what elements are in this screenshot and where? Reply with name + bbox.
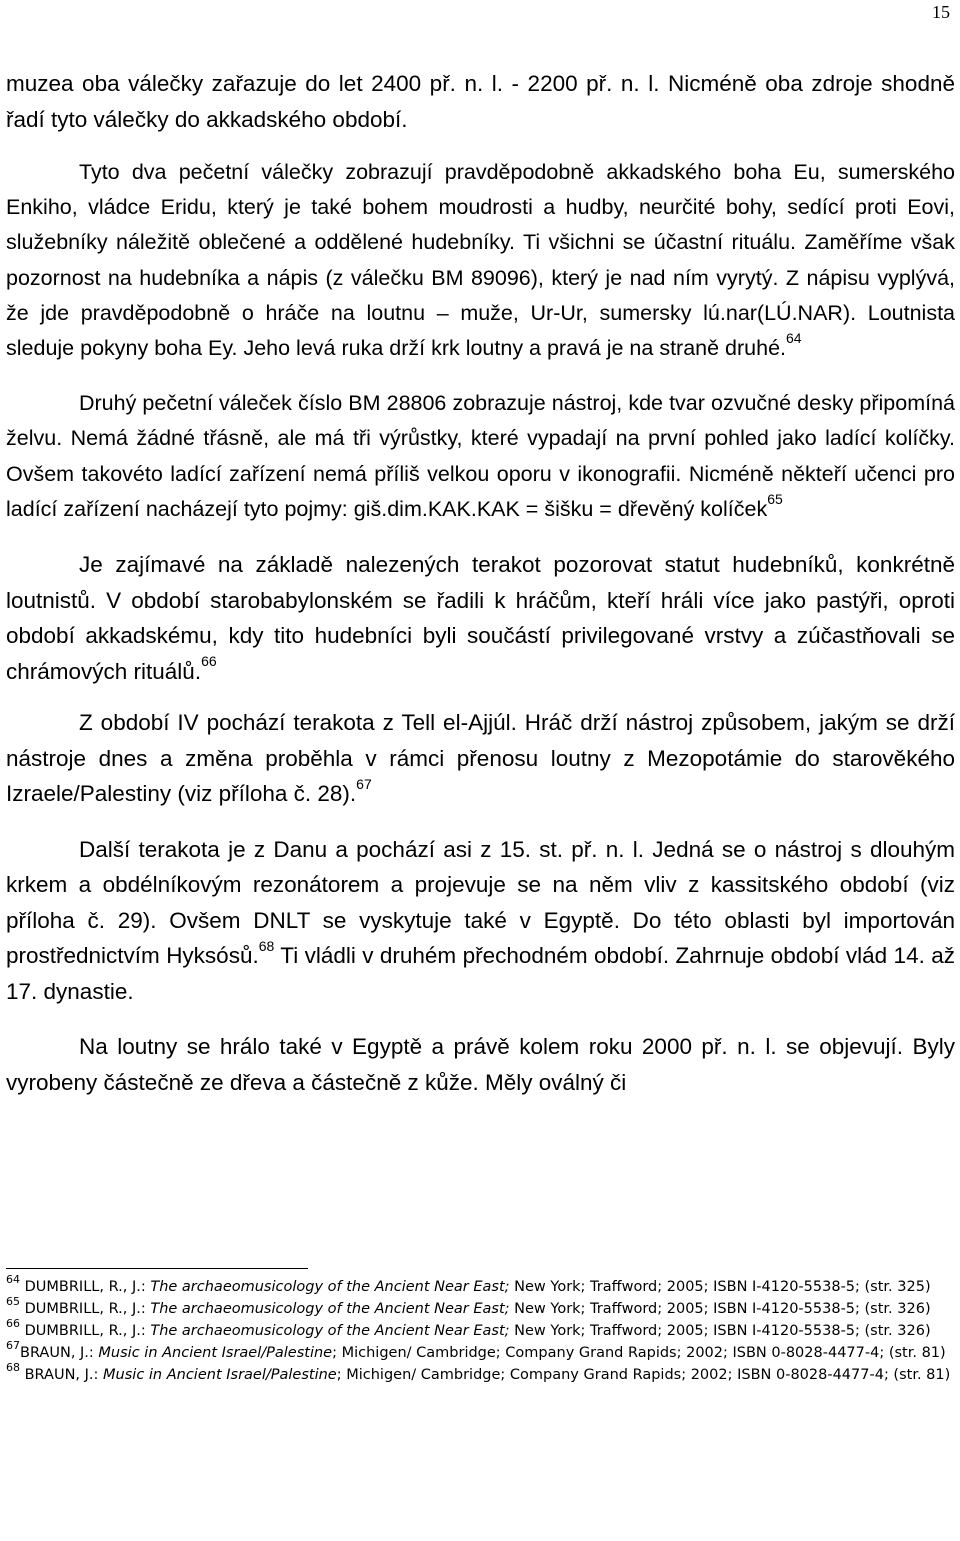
paragraph bbox=[6, 155, 955, 366]
footnote-number: 66 bbox=[6, 1317, 20, 1331]
paragraph bbox=[6, 832, 955, 1010]
paragraph-text: Ti vládli v druhém přechodném období. Zahrnuje období vlád 14. až 17. dynastie. bbox=[6, 943, 955, 1004]
paragraph bbox=[6, 386, 955, 527]
footnote bbox=[6, 1361, 955, 1386]
footnote-ref: 67 bbox=[356, 775, 372, 792]
footnote-ref: 64 bbox=[786, 329, 802, 346]
footnote-details: ; Michigen/ Cambridge; Company Grand Rapids; 2002; ISBN 0-8028-4477-4; (str. 81) bbox=[336, 1367, 951, 1383]
footnote-title: The archaeomusicology of the Ancient Near East; bbox=[150, 1279, 510, 1295]
footnote-title: Music in Ancient Israel/Palestine bbox=[98, 1345, 333, 1361]
paragraph-text: Na loutny se hrálo také v Egyptě a právě kolem roku 2000 př. n. l. se objevují. Byly vyrobeny částečně ze dřeva a částečně z kůže. Měly oválný či bbox=[6, 1034, 955, 1095]
footnote-author: DUMBRILL, R., J.: bbox=[24, 1301, 151, 1317]
footnote-number: 68 bbox=[6, 1361, 20, 1375]
paragraph-text: Z období IV pochází terakota z Tell el-Ajjúl. Hráč drží nástroj způsobem, jakým se drží nástroje dnes a změna proběhla v rámci přenosu loutny z Mezopotámie do starověkého Izraele/Palestiny (viz příloha č. 28). bbox=[6, 710, 955, 807]
footnote-ref: 66 bbox=[201, 653, 217, 670]
footnote-author: BRAUN, J.: bbox=[24, 1367, 104, 1383]
body-text bbox=[6, 66, 955, 1100]
paragraph bbox=[6, 66, 955, 137]
footnote bbox=[6, 1273, 955, 1298]
paragraph-text: Druhý pečetní váleček číslo BM 28806 zobrazuje nástroj, kde tvar ozvučné desky připomíná želvu. Nemá žádné třásně, ale má tři výrůstky, které vypadají na první pohled jako ladící kolíčky. Ovšem takovéto ladící zařízení nemá příliš velkou oporu v ikonografii. Nicméně někteří učenci pro ladící zařízení nacházejí tyto pojmy: giš.dim.KAK.KAK = šišku = dřevěný kolíček bbox=[6, 391, 955, 521]
paragraph bbox=[6, 705, 955, 812]
footnote-title: The archaeomusicology of the Ancient Near East; bbox=[150, 1301, 510, 1317]
footnote-author: DUMBRILL, R., J.: bbox=[24, 1279, 151, 1295]
footnote-title: Music in Ancient Israel/Palestine bbox=[103, 1367, 337, 1383]
paragraph-text: Tyto dva pečetní válečky zobrazují pravděpodobně akkadského boha Eu, sumerského Enkiho, vládce Eridu, který je také bohem moudrosti a hudby, neurčité bohy, sedící proti Eovi, služebníky náležitě oblečené a oddělené hudebníky. Ti všichni se účastní rituálu. Zaměříme však pozornost na hudebníka a nápis (z válečku BM 89096), který je nad ním vyrytý. Z nápisu vyplývá, že jde pravděpodobně o hráče na loutnu – muže, Ur-Ur, sumersky lú.nar(LÚ.NAR). Loutnista sleduje pokyny boha Ey. Jeho levá ruka drží krk loutny a pravá je na straně druhé. bbox=[6, 160, 955, 361]
paragraph-text: muzea oba válečky zařazuje do let 2400 př. n. l. - 2200 př. n. l. Nicméně oba zdroje shodně řadí tyto válečky do akkadského období. bbox=[6, 71, 955, 132]
footnote-author: BRAUN, J.: bbox=[20, 1345, 99, 1361]
paragraph bbox=[6, 1029, 955, 1100]
paragraph-text: Je zajímavé na základě nalezených terakot pozorovat statut hudebníků, konkrétně loutnistů. V období starobabylonském se řadili k hráčům, kteří hráli více jako pastýři, oproti období akkadskému, kdy tito hudebníci byli součástí privilegované vrstvy a zúčastňovali se chrámových rituálů. bbox=[6, 552, 955, 684]
footnote-number: 67 bbox=[6, 1339, 20, 1353]
footnote-details: ; Michigen/ Cambridge; Company Grand Rapids; 2002; ISBN 0-8028-4477-4; (str. 81) bbox=[332, 1345, 946, 1361]
footnote-number: 64 bbox=[6, 1273, 20, 1287]
footnotes bbox=[6, 1273, 955, 1387]
footnote bbox=[6, 1317, 955, 1342]
paragraph bbox=[6, 547, 955, 689]
page-number: 15 bbox=[932, 2, 950, 22]
paragraph-text: Další terakota je z Danu a pochází asi z 15. st. př. n. l. Jedná se o nástroj s dlouhým krkem a obdélníkovým rezonátorem a projevuje se na něm vliv z kassitského období (viz příloha č. 29). Ovšem DNLT se vyskytuje také v Egyptě. Do této oblasti byl importován prostřednictvím Hyksósů. bbox=[6, 836, 955, 969]
footnote bbox=[6, 1339, 955, 1364]
footnote-details: New York; Traffword; 2005; ISBN I-4120-5538-5; (str. 326) bbox=[509, 1301, 931, 1317]
footnote-details: New York; Traffword; 2005; ISBN I-4120-5538-5; (str. 326) bbox=[509, 1323, 931, 1339]
footnote-ref: 65 bbox=[767, 490, 783, 507]
footnote-author: DUMBRILL, R., J.: bbox=[24, 1323, 151, 1339]
footnote bbox=[6, 1295, 955, 1320]
footnote-separator bbox=[6, 1268, 308, 1269]
footnote-title: The archaeomusicology of the Ancient Near East; bbox=[150, 1323, 510, 1339]
footnote-details: New York; Traffword; 2005; ISBN I-4120-5538-5; (str. 325) bbox=[509, 1279, 931, 1295]
footnote-ref: 68 bbox=[258, 937, 275, 954]
footnote-number: 65 bbox=[6, 1295, 20, 1309]
